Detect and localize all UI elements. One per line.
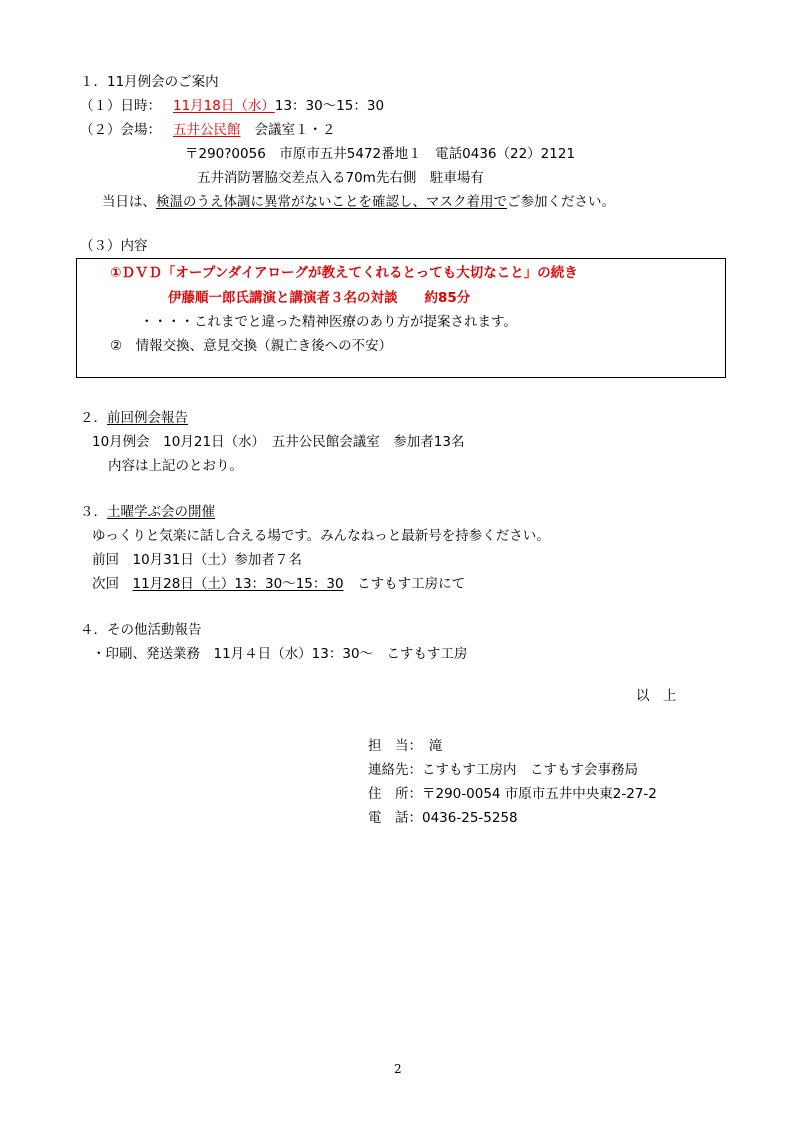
venue-line (80, 121, 336, 139)
section2-heading (80, 409, 188, 427)
section2-title: 前回例会報告 (107, 410, 188, 426)
notice-text-b: ご参加ください。 (507, 194, 615, 210)
closing-mark: 以 上 (636, 688, 677, 704)
section4-line1: ・印刷、発送業務 11月４日（水）13：30～ こすもす工房 (92, 646, 468, 662)
section3-line1: ゆっくりと気楽に話し合える場です。みんなねっと最新号を持参ください。 (92, 528, 550, 544)
notice-text-a: 当日は、 (102, 194, 156, 210)
next-place: こすもす工房にて (343, 576, 466, 592)
contact-address: 住 所：〒290-0054 市原市五井中央東2-27-2 (368, 786, 657, 802)
contact-org: 連絡先：こすもす工房内 こすもす会事務局 (368, 762, 638, 778)
section3-prev: 前回 10月31日（土）参加者７名 (92, 552, 302, 568)
section3-number: ３． (80, 504, 107, 520)
section1-heading: １．11月例会のご案内 (80, 74, 219, 90)
section2-line1: 10月例会 10月21日（水） 五井公民館会議室 参加者13名 (92, 434, 465, 450)
content-item1-sub: 伊藤順一郎氏講演と講演者３名の対談 約85分 (168, 290, 471, 306)
section2-number: ２． (80, 410, 107, 426)
next-datetime: 11月28日（土）13：30～15：30 (132, 576, 344, 592)
section2-line2: 内容は上記のとおり。 (108, 458, 243, 474)
next-label: 次回 (92, 576, 133, 592)
venue-room: 会議室１・２ (254, 122, 336, 138)
datetime-date: 11月18日（水） (173, 98, 275, 114)
section3-title: 土曜学ぶ会の開催 (107, 504, 215, 520)
notice-text-underlined: 検温のうえ体調に異常がないことを確認し、マスク着用で (156, 194, 507, 210)
page-number: 2 (394, 1062, 402, 1076)
datetime-time: 13：30～15：30 (274, 98, 385, 114)
contact-phone: 電 話：0436-25-5258 (368, 810, 518, 826)
attendance-notice (102, 193, 615, 211)
venue-parking: 五井消防署脇交差点入る70m先右側 駐車場有 (197, 170, 484, 186)
venue-address: 〒290?0056 市原市五井5472番地１ 電話0436（22）2121 (185, 146, 576, 162)
section3-next (92, 575, 465, 593)
content-item1-desc: ・・・・これまでと違った精神医療のあり方が提案されます。 (140, 314, 517, 330)
section4-heading: ４．その他活動報告 (80, 622, 202, 638)
venue-label: （２）会場： (80, 122, 161, 138)
contact-person: 担 当： 滝 (368, 738, 443, 754)
section3-heading (80, 503, 215, 521)
datetime-label: （１）日時： (80, 98, 161, 114)
datetime-line (80, 97, 384, 115)
content-item1: ①ＤＶＤ「オープンダイアローグが教えてくれるとっても大切なこと」の続き (110, 265, 578, 281)
venue-name: 五井公民館 (173, 122, 241, 138)
content-item2: ② 情報交換、意見交換（親亡き後への不安） (110, 338, 393, 354)
content-heading: （３）内容 (80, 238, 148, 254)
